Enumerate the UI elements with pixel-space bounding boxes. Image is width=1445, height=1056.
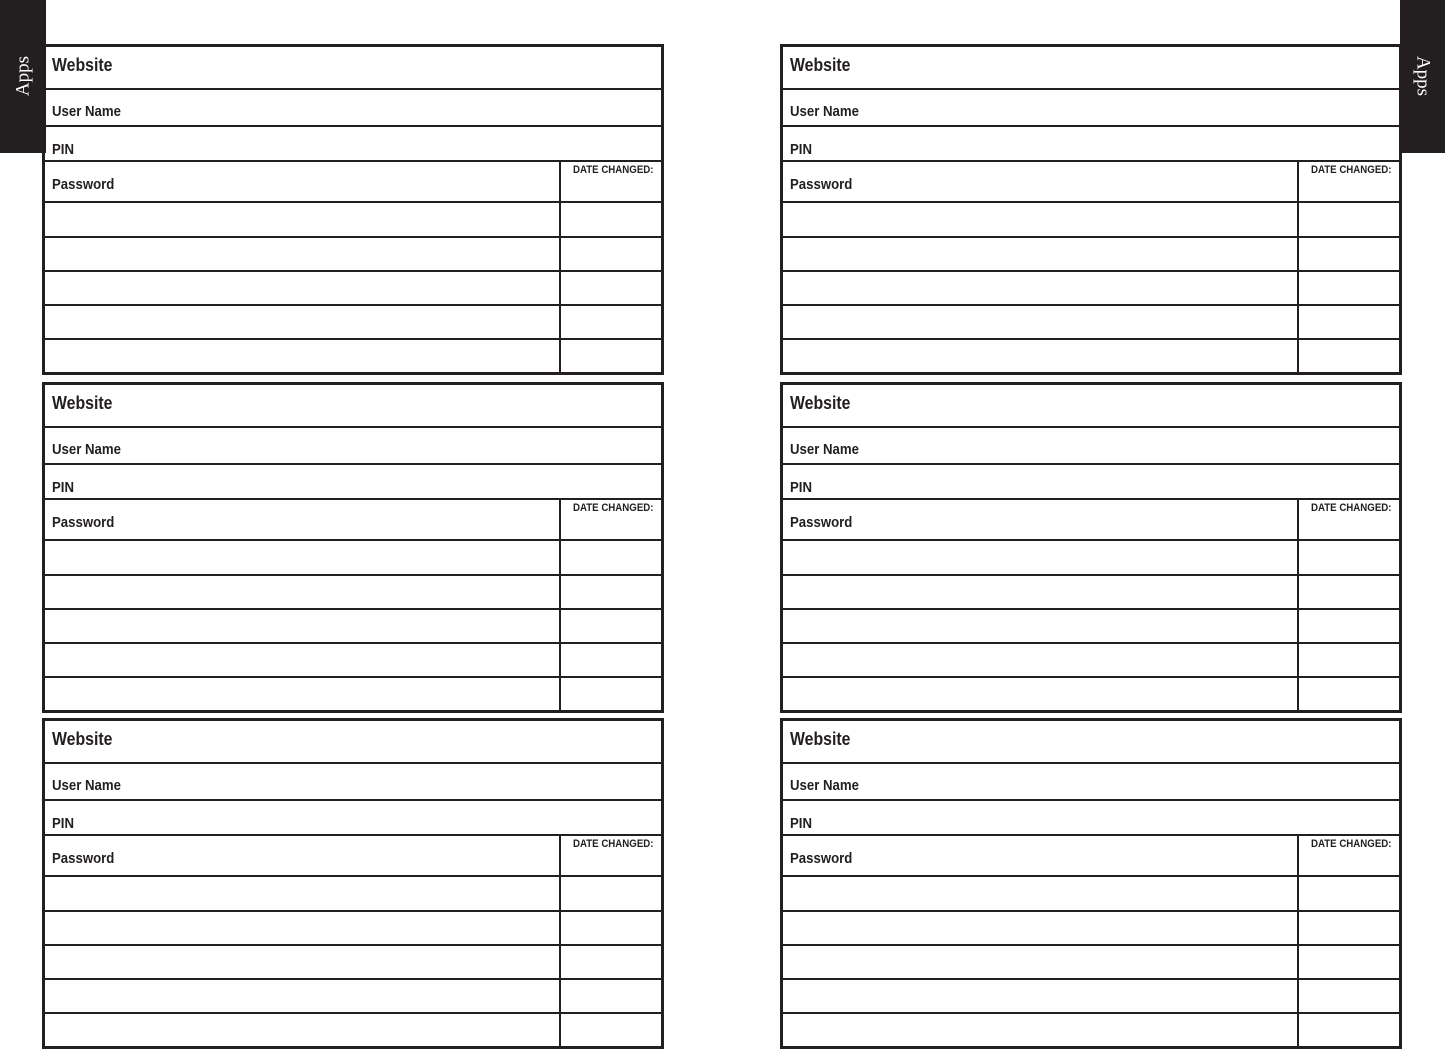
pin-label: PIN [52, 815, 75, 832]
pin-field[interactable] [45, 834, 661, 836]
pin-field[interactable] [45, 160, 661, 162]
username-field[interactable] [45, 799, 661, 801]
website-label: Website [790, 393, 851, 413]
password-label: Password [52, 176, 115, 193]
date-changed-label: DATE CHANGED: [573, 502, 654, 514]
password-row-line[interactable] [45, 676, 661, 678]
column-divider [559, 834, 561, 1048]
password-row-line[interactable] [45, 304, 661, 306]
password-card [780, 382, 1402, 713]
website-field[interactable] [783, 88, 1399, 90]
password-label: Password [790, 514, 853, 531]
website-label: Website [52, 55, 113, 75]
pin-label: PIN [790, 815, 813, 832]
pin-field[interactable] [45, 498, 661, 500]
side-tab-label: Apps [12, 55, 34, 97]
website-field[interactable] [45, 426, 661, 428]
password-row-line[interactable] [783, 910, 1399, 912]
password-row-line[interactable] [783, 608, 1399, 610]
password-row-line[interactable] [45, 944, 661, 946]
password-row-line[interactable] [45, 236, 661, 238]
column-divider [1297, 834, 1299, 1048]
website-field[interactable] [783, 762, 1399, 764]
password-row-line[interactable] [783, 676, 1399, 678]
username-label: User Name [790, 441, 859, 458]
password-card [42, 44, 664, 375]
password-row-line[interactable] [783, 304, 1399, 306]
password-row-line[interactable] [783, 574, 1399, 576]
password-label: Password [52, 850, 115, 867]
website-field[interactable] [783, 426, 1399, 428]
password-label: Password [52, 514, 115, 531]
pin-field[interactable] [783, 834, 1399, 836]
password-row-line[interactable] [45, 574, 661, 576]
pin-field[interactable] [783, 498, 1399, 500]
password-row-line[interactable] [783, 978, 1399, 980]
password-label: Password [790, 176, 853, 193]
password-row-line[interactable] [783, 1012, 1399, 1014]
password-card [780, 44, 1402, 375]
pin-label: PIN [790, 141, 813, 158]
password-row-line[interactable] [783, 642, 1399, 644]
password-card [42, 382, 664, 713]
column-divider [1297, 160, 1299, 374]
username-label: User Name [52, 441, 121, 458]
password-row-line[interactable] [45, 608, 661, 610]
side-tab-left [0, 0, 46, 153]
username-field[interactable] [783, 463, 1399, 465]
username-field[interactable] [45, 125, 661, 127]
pin-label: PIN [790, 479, 813, 496]
pin-field[interactable] [783, 160, 1399, 162]
password-row-line[interactable] [45, 910, 661, 912]
side-tab-right [1400, 0, 1445, 153]
username-field[interactable] [783, 799, 1399, 801]
username-label: User Name [52, 777, 121, 794]
date-changed-label: DATE CHANGED: [1311, 502, 1392, 514]
website-label: Website [790, 729, 851, 749]
password-row-line[interactable] [45, 642, 661, 644]
password-row-line[interactable] [783, 236, 1399, 238]
side-tab-label: Apps [1412, 55, 1433, 97]
password-row-line[interactable] [783, 201, 1399, 203]
password-row-line[interactable] [783, 944, 1399, 946]
password-row-line[interactable] [45, 201, 661, 203]
website-label: Website [52, 393, 113, 413]
website-field[interactable] [45, 88, 661, 90]
password-row-line[interactable] [783, 539, 1399, 541]
date-changed-label: DATE CHANGED: [1311, 164, 1392, 176]
password-card [42, 718, 664, 1049]
password-row-line[interactable] [45, 539, 661, 541]
pin-label: PIN [52, 141, 75, 158]
username-label: User Name [790, 103, 859, 120]
password-row-line[interactable] [45, 1012, 661, 1014]
website-label: Website [52, 729, 113, 749]
password-row-line[interactable] [45, 978, 661, 980]
password-label: Password [790, 850, 853, 867]
password-row-line[interactable] [783, 875, 1399, 877]
date-changed-label: DATE CHANGED: [573, 838, 654, 850]
column-divider [559, 160, 561, 374]
website-field[interactable] [45, 762, 661, 764]
column-divider [559, 498, 561, 712]
column-divider [1297, 498, 1299, 712]
date-changed-label: DATE CHANGED: [1311, 838, 1392, 850]
date-changed-label: DATE CHANGED: [573, 164, 654, 176]
website-label: Website [790, 55, 851, 75]
password-row-line[interactable] [45, 270, 661, 272]
username-label: User Name [52, 103, 121, 120]
password-row-line[interactable] [45, 875, 661, 877]
password-row-line[interactable] [783, 270, 1399, 272]
pin-label: PIN [52, 479, 75, 496]
username-field[interactable] [45, 463, 661, 465]
password-row-line[interactable] [45, 338, 661, 340]
username-label: User Name [790, 777, 859, 794]
password-card [780, 718, 1402, 1049]
password-row-line[interactable] [783, 338, 1399, 340]
username-field[interactable] [783, 125, 1399, 127]
